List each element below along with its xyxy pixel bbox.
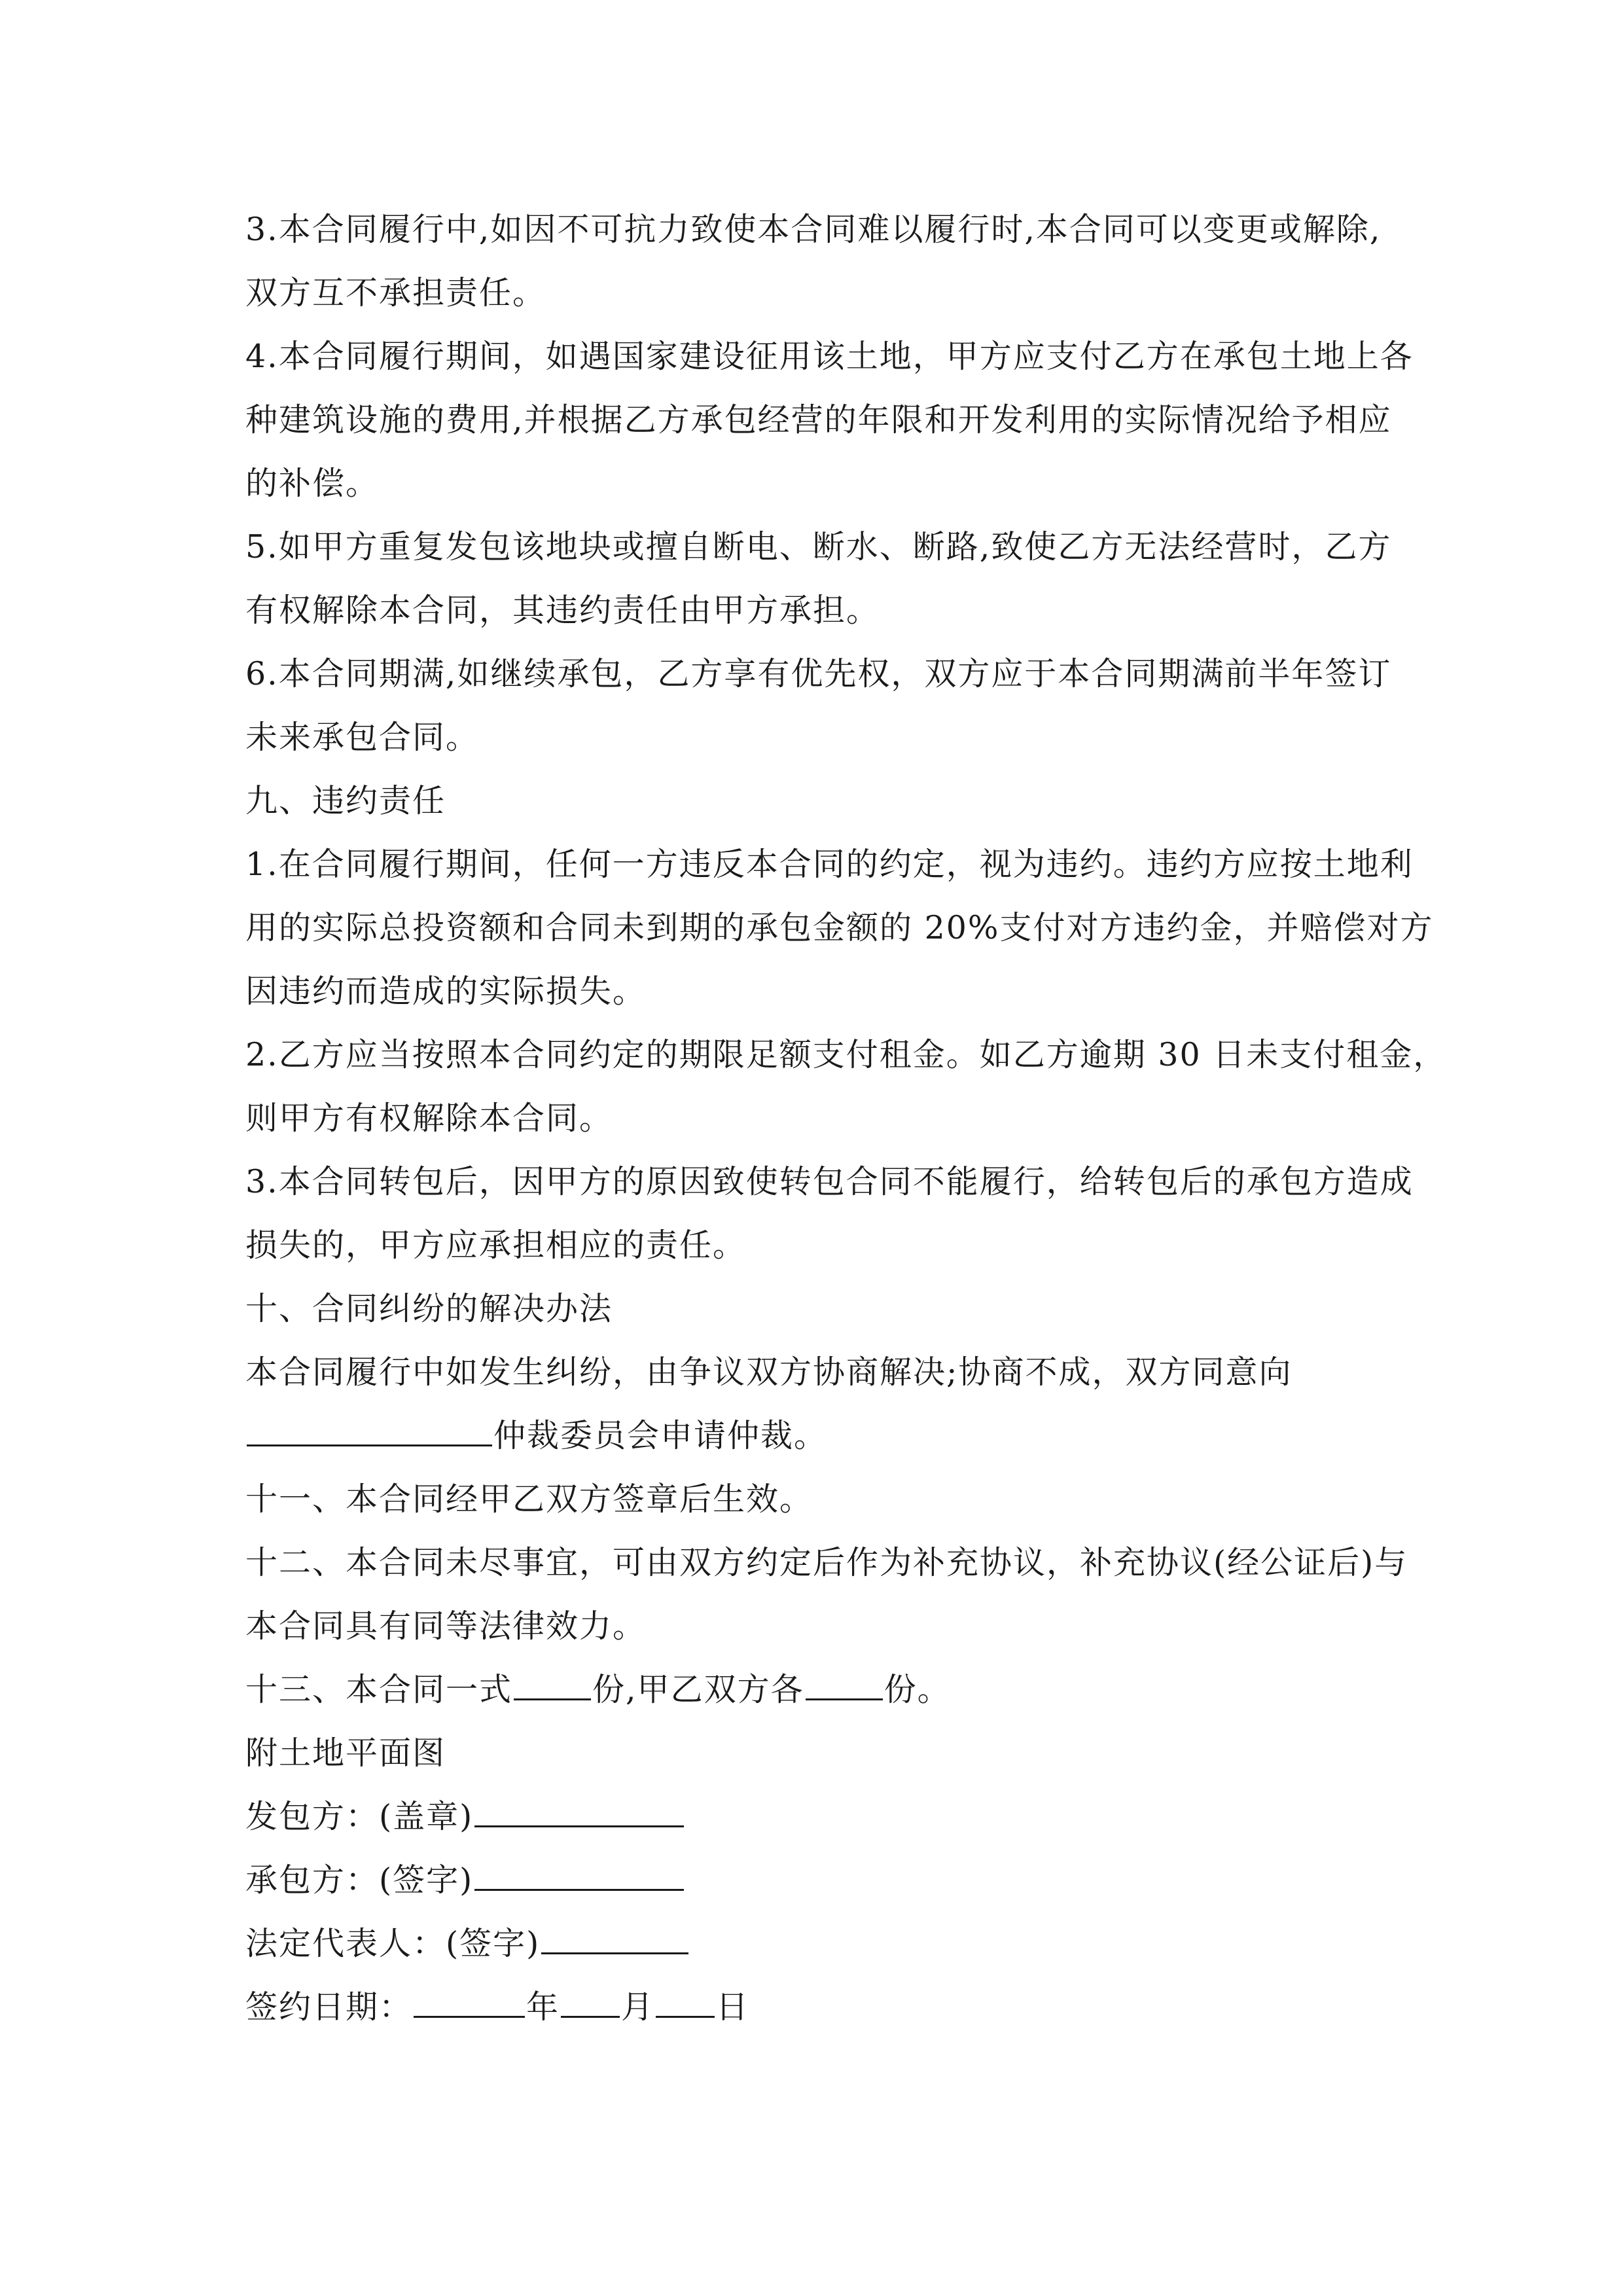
month-label: 月 (621, 1988, 655, 2026)
issuer-label: 发包方：(盖章) (245, 1798, 474, 1835)
section-10-heading: 十、合同纠纷的解决办法 (245, 1290, 613, 1327)
clause-9-1-line-3: 因违约而造成的实际损失。 (245, 973, 647, 1010)
total-copies-blank[interactable] (514, 1660, 591, 1700)
clause-8-3-line-1: 3.本合同履行中,如因不可抗力致使本合同难以履行时,本合同可以变更或解除, (245, 211, 1382, 248)
date-label: 签约日期： (245, 1988, 413, 2026)
clause-9-2-line-1: 2.乙方应当按照本合同约定的期限足额支付租金。如乙方逾期 30 日未支付租金， (245, 1036, 1447, 1073)
clause-8-3-line-2: 双方互不承担责任。 (245, 274, 546, 312)
clause-13-prefix: 十三、本合同一式 (245, 1671, 513, 1708)
legal-rep-signature-blank[interactable] (541, 1914, 688, 1954)
month-blank[interactable] (561, 1978, 620, 2018)
day-label: 日 (716, 1988, 750, 2026)
section-9-heading: 九、违约责任 (245, 782, 446, 819)
clause-10-line-1: 本合同履行中如发生纠纷，由争议双方协商解决;协商不成，双方同意向 (245, 1354, 1293, 1391)
clause-9-1-line-1: 1.在合同履行期间，任何一方违反本合同的约定，视为违约。违约方应按土地利 (245, 846, 1414, 883)
clause-9-2-line-2: 则甲方有权解除本合同。 (245, 1100, 613, 1137)
year-label: 年 (526, 1988, 560, 2026)
contractor-signature-row (245, 1848, 1384, 1912)
clause-12-line-2: 本合同具有同等法律效力。 (245, 1607, 647, 1645)
clause-8-6-line-1: 6.本合同期满,如继续承包，乙方享有优先权，双方应于本合同期满前半年签订 (245, 655, 1392, 692)
issuer-signature-row (245, 1785, 1384, 1848)
issuer-seal-blank[interactable] (474, 1787, 684, 1827)
clause-11: 十一、本合同经甲乙双方签章后生效。 (245, 1480, 813, 1518)
legal-rep-signature-row (245, 1912, 1384, 1975)
clause-8-6-line-2: 未来承包合同。 (245, 719, 480, 756)
clause-13-suffix: 份。 (883, 1671, 951, 1708)
day-blank[interactable] (656, 1978, 715, 2018)
signing-date-row (245, 1975, 1384, 2039)
arbitration-committee-blank[interactable] (247, 1407, 492, 1446)
clause-8-4-line-2: 种建筑设施的费用,并根据乙方承包经营的年限和开发利用的实际情况给予相应 (245, 401, 1392, 439)
each-party-copies-blank[interactable] (806, 1660, 883, 1700)
arbitration-suffix: 仲裁委员会申请仲裁。 (493, 1417, 828, 1454)
clause-13-middle: 份,甲乙双方各 (592, 1671, 804, 1708)
clause-8-4-line-1: 4.本合同履行期间，如遇国家建设征用该土地，甲方应支付乙方在承包土地上各 (245, 338, 1414, 375)
clause-13 (245, 1658, 1384, 1721)
clause-9-3-line-2: 损失的，甲方应承担相应的责任。 (245, 1227, 747, 1264)
clause-9-1-line-2: 用的实际总投资额和合同未到期的承包金额的 20%支付对方违约金，并赔偿对方 (245, 909, 1434, 946)
contract-body (245, 198, 1447, 2039)
clause-8-4-line-3: 的补偿。 (245, 465, 380, 502)
contractor-signature-blank[interactable] (474, 1851, 684, 1891)
year-blank[interactable] (414, 1978, 525, 2018)
clause-8-5-line-1: 5.如甲方重复发包该地块或擅自断电、断水、断路,致使乙方无法经营时，乙方 (245, 528, 1392, 565)
clause-9-3-line-1: 3.本合同转包后，因甲方的原因致使转包合同不能履行，给转包后的承包方造成 (245, 1163, 1414, 1200)
contractor-label: 承包方：(签字) (245, 1861, 474, 1899)
clause-12-line-1: 十二、本合同未尽事宜，可由双方约定后作为补充协议，补充协议(经公证后)与 (245, 1544, 1408, 1581)
clause-8-5-line-2: 有权解除本合同，其违约责任由甲方承担。 (245, 592, 880, 629)
attachment-note: 附土地平面图 (245, 1734, 446, 1772)
legal-rep-label: 法定代表人：(签字) (245, 1925, 541, 1962)
clause-10-line-2 (245, 1404, 1384, 1467)
